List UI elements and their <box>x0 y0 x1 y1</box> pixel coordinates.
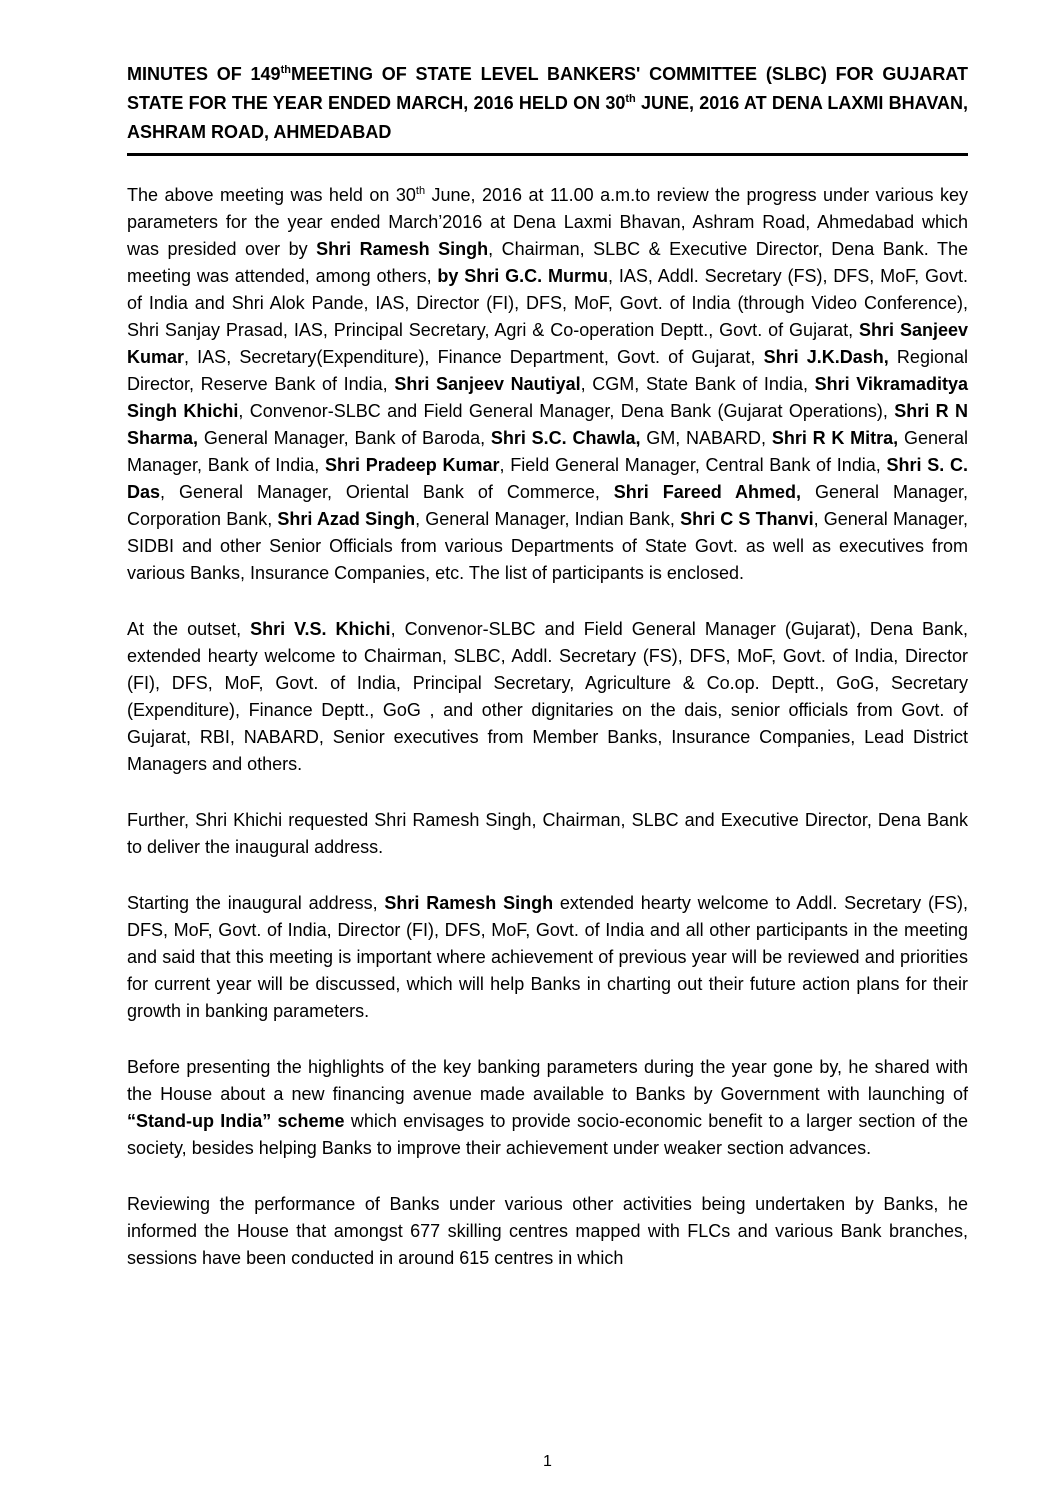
paragraph: Starting the inaugural address, Shri Ramesh Singh extended hearty welcome to Addl. Secretary (FS), DFS, MoF, Govt. of India, Director (FI), DFS, MoF, Govt. of India and all other participants in the meeting and said that this meeting is important where achievement of previous year will be reviewed and priorities for current year will be discussed, which will help Banks in charting out their future action plans for their growth in banking parameters. <box>127 893 968 1021</box>
paragraph: Reviewing the performance of Banks under various other activities being undertaken by Banks, he informed the House that amongst 677 skilling centres mapped with FLCs and various Bank branches, sessions have been conducted in around 615 centres in which <box>127 1194 968 1268</box>
title-underline <box>127 153 968 156</box>
paragraph: Before presenting the highlights of the key banking parameters during the year gone by, he shared with the House about a new financing avenue made available to Banks by Government with launching of “Stand-up India” scheme which envisages to provide socio-economic benefit to a larger section of the society, besides helping Banks to improve their achievement under weaker section advances. <box>127 1057 968 1158</box>
document-title: MINUTES OF 149thMEETING OF STATE LEVEL BANKERS' COMMITTEE (SLBC) FOR GUJARAT STATE FOR THE YEAR ENDED MARCH, 2016 HELD ON 30th JUNE, 2016 AT DENA LAXMI BHAVAN, ASHRAM ROAD, AHMEDABAD <box>127 64 968 142</box>
page-number: 1 <box>543 1453 552 1470</box>
paragraph: Further, Shri Khichi requested Shri Ramesh Singh, Chairman, SLBC and Executive Director, Dena Bank to deliver the inaugural address. <box>127 810 968 857</box>
paragraph: The above meeting was held on 30th June, 2016 at 11.00 a.m.to review the progress under various key parameters for the year ended March’2016 at Dena Laxmi Bhavan, Ashram Road, Ahmedabad which was presided over by Shri Ramesh Singh, Chairman, SLBC & Executive Director, Dena Bank. The meeting was attended, among others, by Shri G.C. Murmu, IAS, Addl. Secretary (FS), DFS, MoF, Govt. of India and Shri Alok Pande, IAS, Director (FI), DFS, MoF, Govt. of India (through Video Conference), Shri Sanjay Prasad, IAS, Principal Secretary, Agri & Co-operation Deptt., Govt. of Gujarat, Shri Sanjeev Kumar, IAS, Secretary(Expenditure), Finance Department, Govt. of Gujarat, Shri J.K.Dash, Regional Director, Reserve Bank of India, Shri Sanjeev Nautiyal, CGM, State Bank of India, Shri Vikramaditya Singh Khichi, Convenor-SLBC and Field General Manager, Dena Bank (Gujarat Operations), Shri R N Sharma, General Manager, Bank of Baroda, Shri S.C. Chawla, GM, NABARD, Shri R K Mitra, General Manager, Bank of India, Shri Pradeep Kumar, Field General Manager, Central Bank of India, Shri S. C. Das, General Manager, Oriental Bank of Commerce, Shri Fareed Ahmed, General Manager, Corporation Bank, Shri Azad Singh, General Manager, Indian Bank, Shri C S Thanvi, General Manager, SIDBI and other Senior Officials from various Departments of State Govt. as well as executives from various Banks, Insurance Companies, etc. The list of participants is enclosed. <box>127 185 969 583</box>
paragraph: At the outset, Shri V.S. Khichi, Convenor-SLBC and Field General Manager (Gujarat), Dena Bank, extended hearty welcome to Chairman, SLBC, Addl. Secretary (FS), DFS, MoF, Govt. of India, Director (FI), DFS, MoF, Govt. of India, Principal Secretary, Agriculture & Co.op. Deptt., GoG, Secretary (Expenditure), Finance Deptt., GoG , and other dignitaries on the dais, senior officials from Govt. of Gujarat, RBI, NABARD, Senior executives from Member Banks, Insurance Companies, Lead District Managers and others. <box>127 619 968 774</box>
document-body <box>127 182 968 1272</box>
